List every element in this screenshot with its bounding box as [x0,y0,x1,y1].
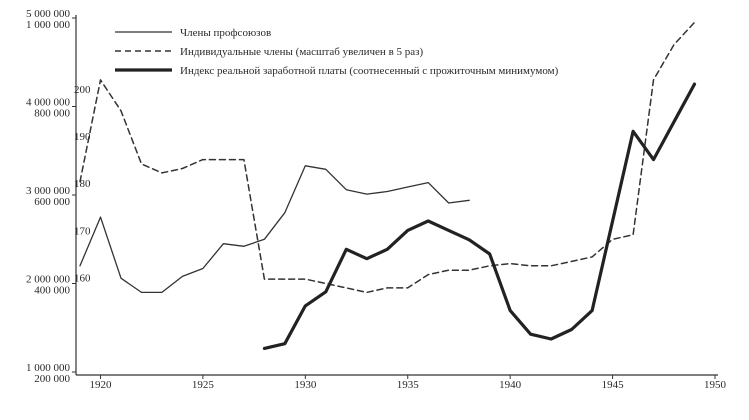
x-tick-label: 1940 [499,379,522,391]
x-tick-label: 1925 [191,379,214,391]
y-tick-label-wage-index: 160 [74,272,91,285]
y-tick-label-individual: 400 000 [34,284,70,297]
y-tick-label-wage-index: 200 [74,83,91,96]
y-tick-label-wage-index: 190 [74,131,91,143]
y-tick-label-members: 4 000 000 [26,96,70,109]
y-tick-label-wage-index: 180 [74,178,91,191]
y-tick-labels [26,8,91,385]
x-tick-label: 1950 [704,379,726,391]
y-tick-label-individual: 200 000 [34,373,70,385]
legend-item-trade-union-members-label: Члены профсоюзов [180,27,272,39]
y-tick-label-members: 3 000 000 [26,185,70,197]
x-tick-label: 1935 [396,379,419,391]
y-tick-label-individual: 1 000 000 [26,19,70,31]
x-tick-label: 1930 [294,379,317,391]
x-tick-label: 1945 [601,379,624,391]
legend-item-real-wage-index-label: Индекс реальной заработной платы (соотнесенный с прожиточным минимумом) [180,65,559,77]
legend-item-individual-members-label: Индивидуальные члены (масштаб увеличен в 5 раз) [180,46,424,58]
y-tick-label-individual: 800 000 [34,107,70,120]
x-tick-labels [89,375,726,391]
x-tick-label: 1920 [89,379,112,391]
y-tick-label-members: 1 000 000 [26,362,70,374]
y-tick-label-members: 5 000 000 [26,8,70,20]
y-tick-label-wage-index: 170 [74,225,91,238]
y-tick-label-members: 2 000 000 [26,273,70,286]
series-line-individual-members [80,22,695,292]
legend [115,27,559,77]
y-tick-label-individual: 600 000 [34,196,70,208]
series-line-real-wage-index [264,84,694,348]
